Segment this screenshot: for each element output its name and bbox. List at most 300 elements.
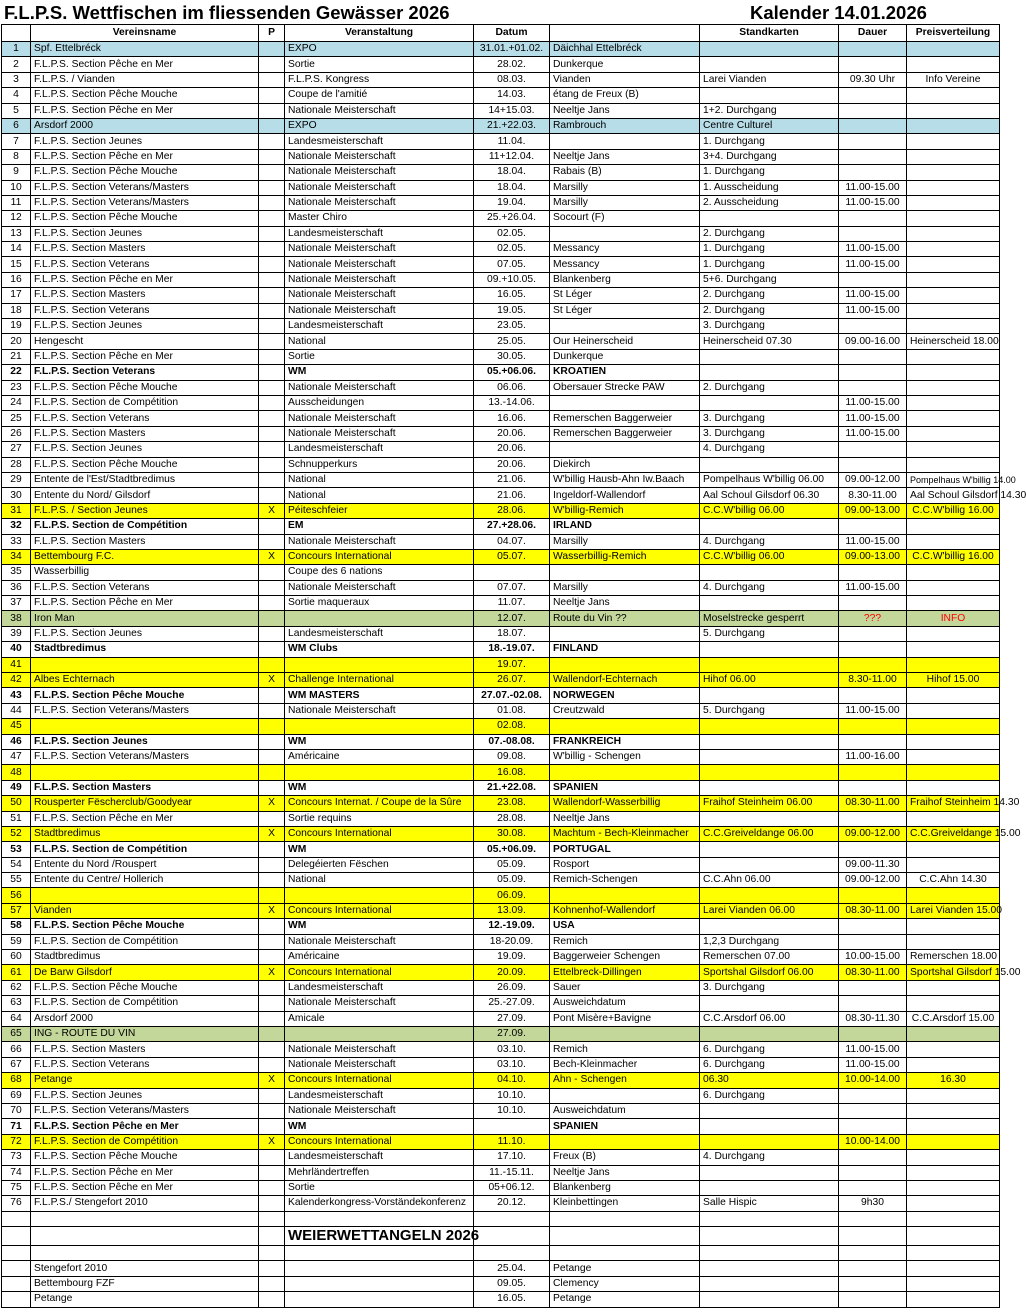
event-location: Sauer <box>550 980 700 995</box>
row-number: 53 <box>2 842 31 857</box>
table-row <box>2 749 1000 764</box>
row-number: 24 <box>2 395 31 410</box>
preisverteilung <box>907 888 1000 903</box>
event-name: National <box>285 472 474 487</box>
row-number <box>2 1276 31 1291</box>
event-date: 26.09. <box>474 980 550 995</box>
club-name: Stengefort 2010 <box>31 1261 259 1276</box>
event-date: 21.+22.03. <box>474 118 550 133</box>
row-number: 43 <box>2 688 31 703</box>
p-marker: X <box>259 503 285 518</box>
p-marker <box>259 472 285 487</box>
p-marker <box>259 811 285 826</box>
p-marker <box>259 488 285 503</box>
col-header-preisverteilung: Preisverteilung <box>907 25 1000 42</box>
row-number: 35 <box>2 565 31 580</box>
standkarten: Hihof 06.00 <box>700 673 839 688</box>
standkarten: Remerschen 07.00 <box>700 950 839 965</box>
row-number: 12 <box>2 211 31 226</box>
table-row <box>2 1027 1000 1042</box>
preisverteilung <box>907 565 1000 580</box>
event-location: Bech-Kleinmacher <box>550 1057 700 1072</box>
duration <box>839 211 907 226</box>
duration <box>839 780 907 795</box>
standkarten <box>700 1292 839 1307</box>
standkarten <box>700 734 839 749</box>
standkarten: 4. Durchgang <box>700 534 839 549</box>
event-date: 16.06. <box>474 411 550 426</box>
duration: 11.00-15.00 <box>839 534 907 549</box>
row-number: 47 <box>2 749 31 764</box>
club-name: F.L.P.S. Section Pêche Mouche <box>31 688 259 703</box>
event-name <box>285 611 474 626</box>
standkarten: 5+6. Durchgang <box>700 272 839 287</box>
standkarten: 1,2,3 Durchgang <box>700 934 839 949</box>
row-number: 20 <box>2 334 31 349</box>
event-location: Marsilly <box>550 180 700 195</box>
event-location <box>550 765 700 780</box>
event-name: Sortie <box>285 349 474 364</box>
event-location <box>550 1027 700 1042</box>
duration <box>839 919 907 934</box>
duration <box>839 1119 907 1134</box>
event-name: Nationale Meisterschaft <box>285 195 474 210</box>
table-row <box>2 1088 1000 1103</box>
standkarten: 6. Durchgang <box>700 1088 839 1103</box>
preisverteilung <box>907 1196 1000 1211</box>
event-name: Coupe de l'amitié <box>285 88 474 103</box>
preisverteilung <box>907 719 1000 734</box>
duration <box>839 365 907 380</box>
table-row <box>2 811 1000 826</box>
standkarten: 2. Ausscheidung <box>700 195 839 210</box>
preisverteilung <box>907 442 1000 457</box>
row-number: 19 <box>2 319 31 334</box>
p-marker <box>259 580 285 595</box>
club-name: F.L.P.S. Section Jeunes <box>31 1088 259 1103</box>
club-name <box>31 719 259 734</box>
club-name: Spf. Ettelbréck <box>31 42 259 57</box>
table-row <box>2 257 1000 272</box>
event-location: Socourt (F) <box>550 211 700 226</box>
calendar-body <box>2 42 1026 1212</box>
event-location: Marsilly <box>550 534 700 549</box>
row-number: 26 <box>2 426 31 441</box>
col-header-vereinsname: Vereinsname <box>31 25 259 42</box>
event-name: Concours International <box>285 826 474 841</box>
club-name: F.L.P.S. Section Jeunes <box>31 626 259 641</box>
table-row <box>2 780 1000 795</box>
club-name: Entente du Nord /Rouspert <box>31 857 259 872</box>
standkarten: 1. Ausscheidung <box>700 180 839 195</box>
row-number: 31 <box>2 503 31 518</box>
p-marker <box>259 288 285 303</box>
standkarten <box>700 457 839 472</box>
row-number: 44 <box>2 703 31 718</box>
duration: 09.00-12.00 <box>839 826 907 841</box>
row-number: 57 <box>2 903 31 918</box>
club-name: Bettembourg FZF <box>31 1276 259 1291</box>
row-number: 39 <box>2 626 31 641</box>
table-row <box>2 272 1000 287</box>
event-date: 16.05. <box>474 288 550 303</box>
preisverteilung <box>907 596 1000 611</box>
duration <box>839 42 907 57</box>
p-marker <box>259 242 285 257</box>
table-row <box>2 165 1000 180</box>
table-row <box>2 657 1000 672</box>
event-location: Route du Vin ?? <box>550 611 700 626</box>
row-number: 50 <box>2 796 31 811</box>
table-row <box>2 1134 1000 1149</box>
club-name <box>31 888 259 903</box>
event-location: Vianden <box>550 72 700 87</box>
club-name: F.L.P.S. Section Masters <box>31 242 259 257</box>
club-name: Albes Echternach <box>31 673 259 688</box>
event-name: Landesmeisterschaft <box>285 226 474 241</box>
club-name: Petange <box>31 1292 259 1307</box>
event-date: 07.-08.08. <box>474 734 550 749</box>
preisverteilung <box>907 257 1000 272</box>
event-location: Wallendorf-Echternach <box>550 673 700 688</box>
preisverteilung <box>907 734 1000 749</box>
club-name: F.L.P.S. Section Veterans/Masters <box>31 703 259 718</box>
row-number: 21 <box>2 349 31 364</box>
table-row <box>2 134 1000 149</box>
event-name: WM <box>285 734 474 749</box>
event-location <box>550 888 700 903</box>
duration: 08.30-11.00 <box>839 903 907 918</box>
preisverteilung <box>907 811 1000 826</box>
club-name: F.L.P.S. Section Veterans/Masters <box>31 180 259 195</box>
table-row <box>2 673 1000 688</box>
row-number: 49 <box>2 780 31 795</box>
club-name: F.L.P.S. Section Masters <box>31 426 259 441</box>
preisverteilung: C.C.Greiveldange 15.00 <box>907 826 1000 841</box>
event-location: Neeltje Jans <box>550 811 700 826</box>
event-location: FINLAND <box>550 642 700 657</box>
row-number: 40 <box>2 642 31 657</box>
event-date: 21.06. <box>474 472 550 487</box>
event-name: Concours International <box>285 1073 474 1088</box>
event-name <box>285 888 474 903</box>
preisverteilung <box>907 780 1000 795</box>
event-location: Petange <box>550 1292 700 1307</box>
p-marker <box>259 1011 285 1026</box>
preisverteilung <box>907 242 1000 257</box>
table-row <box>2 472 1000 487</box>
event-name: WM <box>285 842 474 857</box>
event-name: WM MASTERS <box>285 688 474 703</box>
row-number: 61 <box>2 965 31 980</box>
club-name: F.L.P.S. Section Pêche Mouche <box>31 211 259 226</box>
table-row <box>2 1119 1000 1134</box>
preisverteilung <box>907 1103 1000 1118</box>
duration: 11.00-15.00 <box>839 395 907 410</box>
preisverteilung <box>907 749 1000 764</box>
standkarten: 3. Durchgang <box>700 319 839 334</box>
event-location: USA <box>550 919 700 934</box>
row-number: 11 <box>2 195 31 210</box>
standkarten: 6. Durchgang <box>700 1042 839 1057</box>
preisverteilung: Larei Vianden 15.00 <box>907 903 1000 918</box>
club-name: F.L.P.S. Section Pêche Mouche <box>31 919 259 934</box>
standkarten <box>700 919 839 934</box>
event-name: Schnupperkurs <box>285 457 474 472</box>
event-date: 07.07. <box>474 580 550 595</box>
preisverteilung: Aal Schoul Gilsdorf 14.30 <box>907 488 1000 503</box>
event-location: Ingeldorf-Wallendorf <box>550 488 700 503</box>
event-name: Nationale Meisterschaft <box>285 996 474 1011</box>
standkarten: 3. Durchgang <box>700 426 839 441</box>
event-location: PORTUGAL <box>550 842 700 857</box>
standkarten: 1. Durchgang <box>700 242 839 257</box>
event-name: WM Clubs <box>285 642 474 657</box>
table-row <box>2 796 1000 811</box>
preisverteilung <box>907 303 1000 318</box>
standkarten: 5. Durchgang <box>700 703 839 718</box>
table-row <box>2 965 1000 980</box>
preisverteilung: Heinerscheid 18.00 <box>907 334 1000 349</box>
duration <box>839 888 907 903</box>
event-location: Marsilly <box>550 580 700 595</box>
preisverteilung: Sportshal Gilsdorf 15.00 <box>907 965 1000 980</box>
event-name: Concours International <box>285 965 474 980</box>
event-name: Nationale Meisterschaft <box>285 411 474 426</box>
preisverteilung <box>907 426 1000 441</box>
table-row <box>2 1011 1000 1026</box>
preisverteilung <box>907 180 1000 195</box>
event-name: Nationale Meisterschaft <box>285 426 474 441</box>
event-location: Machtum - Bech-Kleinmacher <box>550 826 700 841</box>
event-location: IRLAND <box>550 519 700 534</box>
row-number: 10 <box>2 180 31 195</box>
club-name: Entente du Centre/ Hollerich <box>31 873 259 888</box>
duration: 09.00-13.00 <box>839 503 907 518</box>
event-date: 16.08. <box>474 765 550 780</box>
club-name: F.L.P.S. Section Jeunes <box>31 442 259 457</box>
event-date: 05.+06.06. <box>474 365 550 380</box>
event-date: 17.10. <box>474 1150 550 1165</box>
event-date: 09.05. <box>474 1276 550 1291</box>
duration: 8.30-11.00 <box>839 488 907 503</box>
weier-section <box>2 1211 1000 1261</box>
col-header-nr <box>2 25 31 42</box>
event-location: KROATIEN <box>550 365 700 380</box>
table-row <box>2 380 1000 395</box>
preisverteilung <box>907 1150 1000 1165</box>
event-name: Landesmeisterschaft <box>285 319 474 334</box>
event-date: 12.-19.09. <box>474 919 550 934</box>
event-date: 25.+26.04. <box>474 211 550 226</box>
preisverteilung <box>907 1088 1000 1103</box>
row-number: 3 <box>2 72 31 87</box>
table-row <box>2 765 1000 780</box>
event-date: 04.10. <box>474 1073 550 1088</box>
preisverteilung <box>907 1292 1000 1307</box>
table-row <box>2 195 1000 210</box>
event-location <box>550 1088 700 1103</box>
event-location: Remich-Schengen <box>550 873 700 888</box>
p-marker <box>259 149 285 164</box>
row-number: 13 <box>2 226 31 241</box>
p-marker <box>259 734 285 749</box>
club-name: F.L.P.S. Section de Compétition <box>31 519 259 534</box>
club-name: F.L.P.S. Section Pêche en Mer <box>31 103 259 118</box>
standkarten <box>700 657 839 672</box>
preisverteilung: Hihof 15.00 <box>907 673 1000 688</box>
club-name: F.L.P.S. Section Pêche en Mer <box>31 57 259 72</box>
club-name: F.L.P.S. Section Pêche Mouche <box>31 980 259 995</box>
event-name: National <box>285 873 474 888</box>
duration: 11.00-15.00 <box>839 195 907 210</box>
p-marker <box>259 703 285 718</box>
event-location: Our Heinerscheid <box>550 334 700 349</box>
standkarten <box>700 395 839 410</box>
event-date: 28.06. <box>474 503 550 518</box>
calendar-table <box>1 24 1026 1308</box>
event-date: 27.07.-02.08. <box>474 688 550 703</box>
row-number: 75 <box>2 1180 31 1195</box>
duration: 09.00-12.00 <box>839 873 907 888</box>
club-name: F.L.P.S./ Stengefort 2010 <box>31 1196 259 1211</box>
event-date: 18.-19.07. <box>474 642 550 657</box>
event-location: NORWEGEN <box>550 688 700 703</box>
club-name: Iron Man <box>31 611 259 626</box>
p-marker <box>259 842 285 857</box>
standkarten <box>700 1165 839 1180</box>
standkarten: C.C.Ahn 06.00 <box>700 873 839 888</box>
event-date: 03.10. <box>474 1042 550 1057</box>
preisverteilung <box>907 1276 1000 1291</box>
event-date <box>474 565 550 580</box>
table-row <box>2 319 1000 334</box>
duration <box>839 519 907 534</box>
event-date: 18.07. <box>474 626 550 641</box>
p-marker <box>259 395 285 410</box>
standkarten: Aal Schoul Gilsdorf 06.30 <box>700 488 839 503</box>
table-row <box>2 149 1000 164</box>
club-name: F.L.P.S. Section Veterans <box>31 411 259 426</box>
preisverteilung <box>907 626 1000 641</box>
p-marker <box>259 211 285 226</box>
club-name: F.L.P.S. Section Masters <box>31 1042 259 1057</box>
table-row <box>2 534 1000 549</box>
event-date: 05.07. <box>474 549 550 564</box>
duration <box>839 980 907 995</box>
duration: 11.00-15.00 <box>839 303 907 318</box>
p-marker <box>259 226 285 241</box>
club-name: Entente du Nord/ Gilsdorf <box>31 488 259 503</box>
preisverteilung: C.C.W'billig 16.00 <box>907 549 1000 564</box>
event-name: Ausscheidungen <box>285 395 474 410</box>
preisverteilung <box>907 934 1000 949</box>
duration <box>839 272 907 287</box>
duration: 11.00-15.00 <box>839 288 907 303</box>
duration <box>839 57 907 72</box>
standkarten: Centre Culturel <box>700 118 839 133</box>
club-name: Stadtbredimus <box>31 826 259 841</box>
club-name: F.L.P.S. Section Veterans <box>31 580 259 595</box>
row-number: 28 <box>2 457 31 472</box>
standkarten <box>700 349 839 364</box>
p-marker <box>259 688 285 703</box>
event-date: 25.04. <box>474 1261 550 1276</box>
event-name: Américaine <box>285 950 474 965</box>
event-name: Nationale Meisterschaft <box>285 180 474 195</box>
table-row <box>2 426 1000 441</box>
table-row <box>2 519 1000 534</box>
preisverteilung <box>907 272 1000 287</box>
p-marker <box>259 519 285 534</box>
event-name: Nationale Meisterschaft <box>285 534 474 549</box>
standkarten <box>700 1103 839 1118</box>
event-location <box>550 657 700 672</box>
club-name: F.L.P.S. Section Pêche en Mer <box>31 1165 259 1180</box>
duration <box>839 811 907 826</box>
event-date: 19.04. <box>474 195 550 210</box>
event-name: Nationale Meisterschaft <box>285 1103 474 1118</box>
table-row <box>2 503 1000 518</box>
duration <box>839 103 907 118</box>
event-date: 20.06. <box>474 457 550 472</box>
event-date: 14+15.03. <box>474 103 550 118</box>
table-row <box>2 996 1000 1011</box>
event-name: Sortie <box>285 1180 474 1195</box>
table-row <box>2 873 1000 888</box>
event-location: Wallendorf-Wasserbillig <box>550 796 700 811</box>
standkarten: Pompelhaus W'billig 06.00 <box>700 472 839 487</box>
event-location: Petange <box>550 1261 700 1276</box>
club-name: ING - ROUTE DU VIN <box>31 1027 259 1042</box>
club-name: Wasserbillig <box>31 565 259 580</box>
row-number: 54 <box>2 857 31 872</box>
p-marker <box>259 118 285 133</box>
event-name: Nationale Meisterschaft <box>285 1057 474 1072</box>
event-date: 05+06.12. <box>474 1180 550 1195</box>
event-name: Nationale Meisterschaft <box>285 103 474 118</box>
p-marker <box>259 934 285 949</box>
club-name: F.L.P.S. Section Veterans <box>31 257 259 272</box>
club-name: F.L.P.S. Section Veterans <box>31 365 259 380</box>
event-name: Sortie <box>285 57 474 72</box>
duration <box>839 1165 907 1180</box>
duration <box>839 642 907 657</box>
row-number: 45 <box>2 719 31 734</box>
table-row <box>2 980 1000 995</box>
event-location: Neeltje Jans <box>550 1165 700 1180</box>
row-number: 70 <box>2 1103 31 1118</box>
event-date: 11.-15.11. <box>474 1165 550 1180</box>
table-row <box>2 1042 1000 1057</box>
p-marker <box>259 103 285 118</box>
p-marker <box>259 857 285 872</box>
event-name: Nationale Meisterschaft <box>285 288 474 303</box>
event-location: Wasserbillig-Remich <box>550 549 700 564</box>
row-number: 71 <box>2 1119 31 1134</box>
table-row <box>2 919 1000 934</box>
event-date: 20.12. <box>474 1196 550 1211</box>
table-row <box>2 118 1000 133</box>
row-number: 64 <box>2 1011 31 1026</box>
table-row <box>2 42 1000 57</box>
p-marker <box>259 134 285 149</box>
p-marker <box>259 765 285 780</box>
row-number: 4 <box>2 88 31 103</box>
event-name: Amicale <box>285 1011 474 1026</box>
standkarten <box>700 519 839 534</box>
p-marker <box>259 1292 285 1307</box>
